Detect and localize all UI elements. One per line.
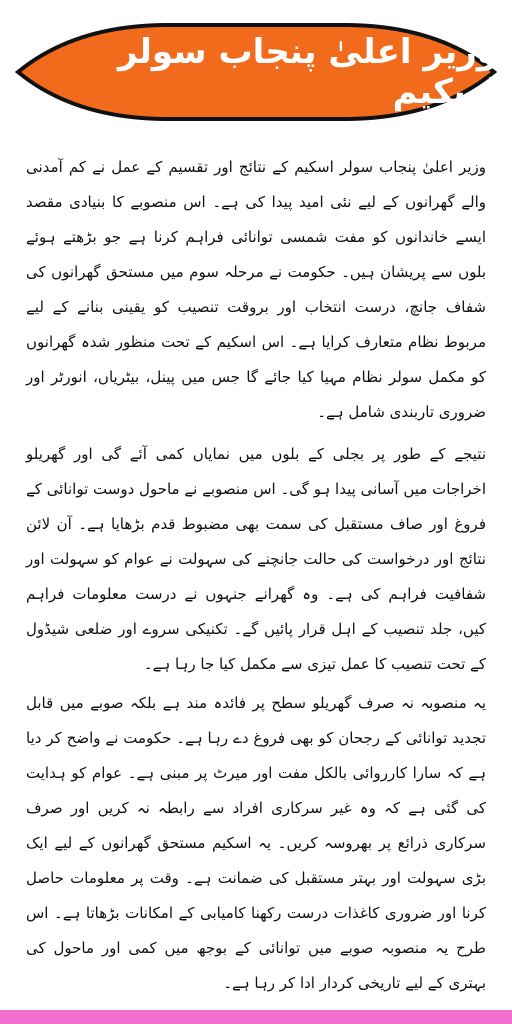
page-title: وزیر اعلیٰ پنجاب سولر اسکیم — [117, 32, 498, 112]
article-paragraph-1: وزیر اعلیٰ پنجاب سولر اسکیم کے نتائج اور تقسیم کے عمل نے کم آمدنی والے گھرانوں کے لیے نئی امید پیدا کی ہے۔ اس منصوبے کا بنیادی مقصد ایسے خاندانوں کو مفت شمسی توانائی فراہم کرنا ہے جو بڑھتے ہوئے بلوں سے پریشان ہیں۔ حکومت نے مرحلہ سوم میں مستحق گھرانوں کی شفاف جانچ، درست انتخاب اور بروقت تنصیب کو یقینی بنانے کے لیے مربوط نظام متعارف کرایا ہے۔ اس اسکیم کے تحت منظور شدہ گھرانوں کو مکمل سولر نظام مہیا کیا جائے گا جس میں پینل، بیٹریاں، انورٹر اور ضروری تاربندی شامل ہے۔ — [26, 158, 486, 421]
footer-bar — [0, 1010, 512, 1024]
article-paragraph-3: یہ منصوبہ نہ صرف گھریلو سطح پر فائدہ مند ہے بلکہ صوبے میں قابل تجدید توانائی کے رجحان کو بھی فروغ دے رہا ہے۔ حکومت نے واضح کر دیا ہے کہ سارا کارروائی بالکل مفت اور میرٹ پر مبنی ہے۔ عوام کو ہدایت کی گئی ہے کہ وہ غیر سرکاری افراد سے رابطہ نہ کریں اور صرف سرکاری ذرائع پر بھروسہ کریں۔ یہ اسکیم مستحق گھرانوں کے لیے ایک بڑی سہولت اور بہتر مستقبل کی ضمانت ہے۔ وقت پر معلومات حاصل کرنا اور ضروری کاغذات درست رکھنا کامیابی کے امکانات بڑھاتا ہے۔ اس طرح یہ منصوبہ صوبے میں توانائی کے بوجھ میں کمی اور ماحول کی بہتری کے لیے تاریخی کردار ادا کر رہا ہے۔ — [26, 694, 486, 992]
title-banner — [14, 22, 498, 122]
article-paragraph-2: نتیجے کے طور پر بجلی کے بلوں میں نمایاں کمی آئے گی اور گھریلو اخراجات میں آسانی پیدا ہو گی۔ اس منصوبے نے ماحول دوست توانائی کے فروغ اور صاف مستقبل کی سمت بھی مضبوط قدم بڑھایا ہے۔ آن لائن نتائج اور درخواست کی حالت جانچنے کی سہولت نے عوام کو سہولت اور شفافیت فراہم کی ہے۔ وہ گھرانے جنہوں نے درست معلومات فراہم کیں، جلد تنصیب کے اہل قرار پائیں گے۔ تکنیکی سروے اور ضلعی شیڈول کے تحت تنصیب کا عمل تیزی سے مکمل کیا جا رہا ہے۔ — [26, 445, 486, 673]
